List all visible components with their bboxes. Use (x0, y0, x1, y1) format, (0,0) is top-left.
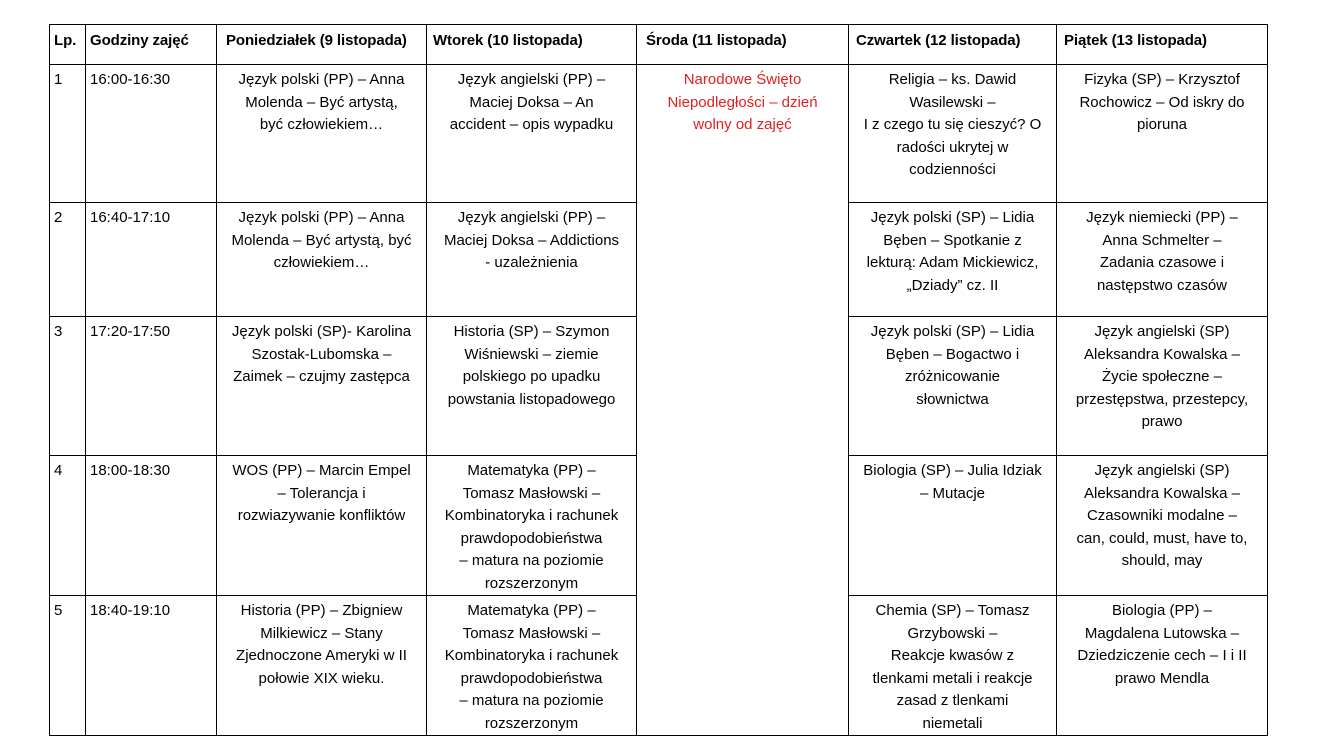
lesson-text: Matematyka (PP) – Tomasz Masłowski – Kombinatoryka i rachunek prawdopodobieństwa – matura na poziomie rozszerzonym (444, 602, 619, 732)
lesson-text: Język polski (SP)- Karolina Szostak-Lubomska – Zaimek – czujmy zastępca (231, 323, 412, 385)
row-number: 2 (50, 203, 86, 317)
lesson-tuesday (427, 596, 637, 736)
column-header-monday: Poniedziałek (9 listopada) (217, 25, 427, 65)
lesson-time: 16:40-17:10 (86, 203, 217, 317)
lesson-text: Biologia (SP) – Julia Idziak – Mutacje (863, 462, 1042, 502)
row-number: 5 (50, 596, 86, 736)
lesson-thursday (849, 65, 1057, 203)
holiday-cell-wednesday (637, 65, 849, 736)
lesson-text: Język angielski (SP) Aleksandra Kowalska – Czasowniki modalne – can, could, must, have to, should, may (1076, 462, 1248, 569)
lesson-text: Fizyka (SP) – Krzysztof Rochowicz – Od iskry do pioruna (1079, 71, 1245, 133)
lesson-text: Język niemiecki (PP) – Anna Schmelter – Zadania czasowe i następstwo czasów (1086, 209, 1238, 294)
lesson-tuesday (427, 203, 637, 317)
lesson-text: Język polski (PP) – Anna Molenda – Być artystą, być człowiekiem… (231, 209, 412, 271)
lesson-thursday (849, 456, 1057, 596)
lesson-friday (1057, 596, 1268, 736)
lesson-thursday (849, 596, 1057, 736)
lesson-monday (217, 203, 427, 317)
schedule-table (49, 24, 1268, 736)
column-header-lp: Lp. (50, 25, 86, 65)
lesson-monday (217, 456, 427, 596)
lesson-monday (217, 596, 427, 736)
row-number: 4 (50, 456, 86, 596)
column-header-wednesday: Środa (11 listopada) (637, 25, 849, 65)
column-header-thursday: Czwartek (12 listopada) (849, 25, 1057, 65)
lesson-text: Język polski (SP) – Lidia Bęben – Bogactwo i zróżnicowanie słownictwa (870, 323, 1035, 408)
lesson-time: 18:40-19:10 (86, 596, 217, 736)
row-number: 1 (50, 65, 86, 203)
lesson-text: Historia (SP) – Szymon Wiśniewski – ziemie polskiego po upadku powstania listopadowego (447, 323, 616, 408)
lesson-tuesday (427, 317, 637, 456)
lesson-monday (217, 317, 427, 456)
table-row (50, 65, 1268, 203)
column-header-hours: Godziny zajęć (86, 25, 217, 65)
lesson-text: Język angielski (PP) – Maciej Doksa – An accident – opis wypadku (449, 71, 614, 133)
lesson-friday (1057, 317, 1268, 456)
column-header-friday: Piątek (13 listopada) (1057, 25, 1268, 65)
column-header-tuesday: Wtorek (10 listopada) (427, 25, 637, 65)
lesson-thursday (849, 203, 1057, 317)
holiday-note: Narodowe Święto Niepodległości – dzień wolny od zajęć (667, 71, 818, 133)
lesson-text: Biologia (PP) – Magdalena Lutowska – Dziedziczenie cech – I i II prawo Mendla (1077, 602, 1247, 687)
lesson-friday (1057, 203, 1268, 317)
lesson-text: Matematyka (PP) – Tomasz Masłowski – Kombinatoryka i rachunek prawdopodobieństwa – matura na poziomie rozszerzonym (444, 462, 619, 592)
lesson-time: 17:20-17:50 (86, 317, 217, 456)
lesson-text: Historia (PP) – Zbigniew Milkiewicz – Stany Zjednoczone Ameryki w II połowie XIX wieku. (236, 602, 407, 687)
lesson-monday (217, 65, 427, 203)
lesson-friday (1057, 456, 1268, 596)
lesson-text: Chemia (SP) – Tomasz Grzybowski – Reakcje kwasów z tlenkami metali i reakcje zasad z tlenkami niemetali (872, 602, 1033, 732)
lesson-text: WOS (PP) – Marcin Empel – Tolerancja i rozwiazywanie konfliktów (232, 462, 411, 524)
lesson-text: Język angielski (SP) Aleksandra Kowalska – Życie społeczne – przestępstwa, przestepcy, prawo (1075, 323, 1249, 430)
lesson-text: Język polski (PP) – Anna Molenda – Być artystą, być człowiekiem… (238, 71, 405, 133)
lesson-time: 16:00-16:30 (86, 65, 217, 203)
lesson-text: Język angielski (PP) – Maciej Doksa – Addictions - uzależnienia (443, 209, 620, 271)
lesson-friday (1057, 65, 1268, 203)
row-number: 3 (50, 317, 86, 456)
lesson-tuesday (427, 65, 637, 203)
header-row (50, 25, 1268, 65)
lesson-text: Religia – ks. Dawid Wasilewski – I z czego tu się cieszyć? O radości ukrytej w codzienności (863, 71, 1042, 178)
lesson-thursday (849, 317, 1057, 456)
lesson-tuesday (427, 456, 637, 596)
lesson-text: Język polski (SP) – Lidia Bęben – Spotkanie z lekturą: Adam Mickiewicz, „Dziady” cz. II (866, 209, 1039, 294)
lesson-time: 18:00-18:30 (86, 456, 217, 596)
